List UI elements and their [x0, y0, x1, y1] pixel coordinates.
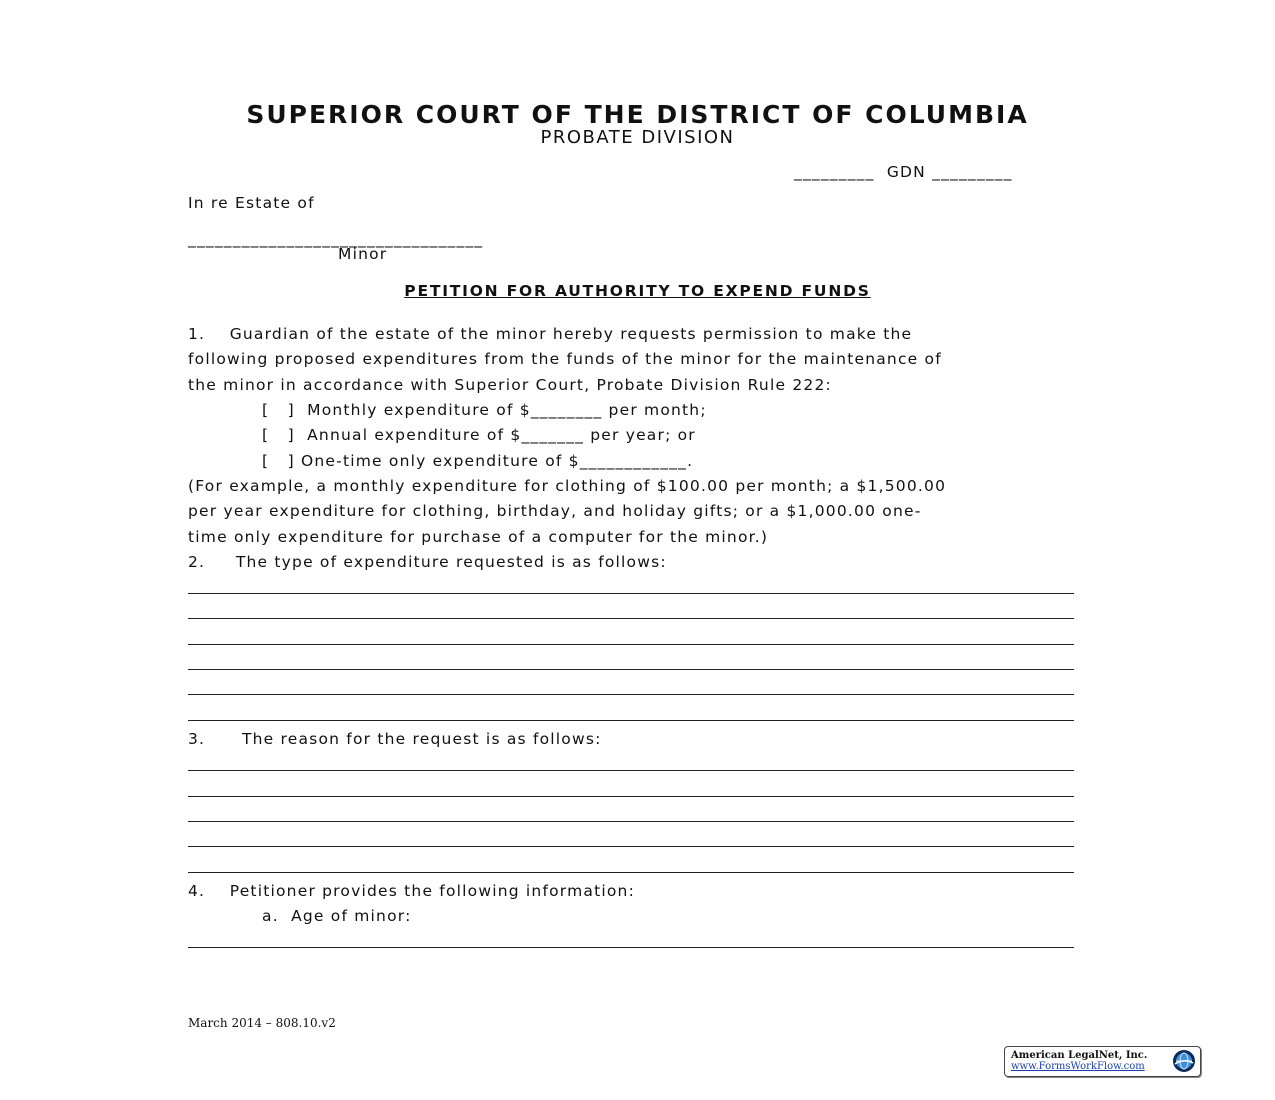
annual-expenditure-option[interactable]: [ ] Annual expenditure of $_______ per year; or [262, 426, 696, 444]
publisher-badge[interactable] [1004, 1046, 1201, 1077]
section1-line: 1. Guardian of the estate of the minor hereby requests permission to make the [188, 325, 913, 343]
case-number-suffix-blank[interactable]: _________ [932, 163, 1013, 181]
publisher-link[interactable]: www.FormsWorkFlow.com [1011, 1061, 1145, 1072]
reason-line[interactable] [188, 846, 1074, 847]
reason-line[interactable] [188, 796, 1074, 797]
reason-line[interactable] [188, 770, 1074, 771]
globe-icon [1172, 1049, 1196, 1073]
publisher-name: American LegalNet, Inc. [1011, 1050, 1148, 1061]
monthly-expenditure-option[interactable]: [ ] Monthly expenditure of $________ per month; [262, 401, 707, 419]
example-line: time only expenditure for purchase of a computer for the minor.) [188, 528, 769, 546]
expenditure-type-line[interactable] [188, 720, 1074, 721]
minor-label: Minor [338, 245, 388, 263]
form-code: March 2014 – 808.10.v2 [188, 1016, 336, 1030]
court-title: SUPERIOR COURT OF THE DISTRICT OF COLUMBIA [246, 100, 1029, 129]
case-number [794, 163, 1013, 181]
section1-line: following proposed expenditures from the funds of the minor for the maintenance of [188, 350, 942, 368]
reason-line[interactable] [188, 872, 1074, 873]
age-of-minor-line[interactable] [188, 947, 1074, 948]
section1-line: the minor in accordance with Superior Court, Probate Division Rule 222: [188, 376, 832, 394]
section3-label: 3. The reason for the request is as follows: [188, 730, 602, 748]
expenditure-type-line[interactable] [188, 593, 1074, 594]
section4-label: 4. Petitioner provides the following information: [188, 882, 636, 900]
one-time-expenditure-option[interactable]: [ ] One-time only expenditure of $____________. [262, 452, 694, 470]
case-number-prefix-blank[interactable]: _________ [794, 163, 875, 181]
division-title: PROBATE DIVISION [540, 127, 735, 148]
expenditure-type-line[interactable] [188, 694, 1074, 695]
example-line: per year expenditure for clothing, birthday, and holiday gifts; or a $1,000.00 one- [188, 502, 922, 520]
estate-name-blank[interactable]: _________________________________ [188, 230, 484, 248]
age-of-minor-label: a. Age of minor: [262, 907, 412, 925]
section2-label: 2. The type of expenditure requested is as follows: [188, 553, 667, 571]
reason-line[interactable] [188, 821, 1074, 822]
expenditure-type-line[interactable] [188, 669, 1074, 670]
estate-label: In re Estate of [188, 194, 315, 212]
expenditure-type-line[interactable] [188, 618, 1074, 619]
example-line: (For example, a monthly expenditure for clothing of $100.00 per month; a $1,500.00 [188, 477, 947, 495]
case-number-label: GDN [886, 163, 926, 181]
form-title: PETITION FOR AUTHORITY TO EXPEND FUNDS [404, 282, 871, 300]
expenditure-type-line[interactable] [188, 644, 1074, 645]
